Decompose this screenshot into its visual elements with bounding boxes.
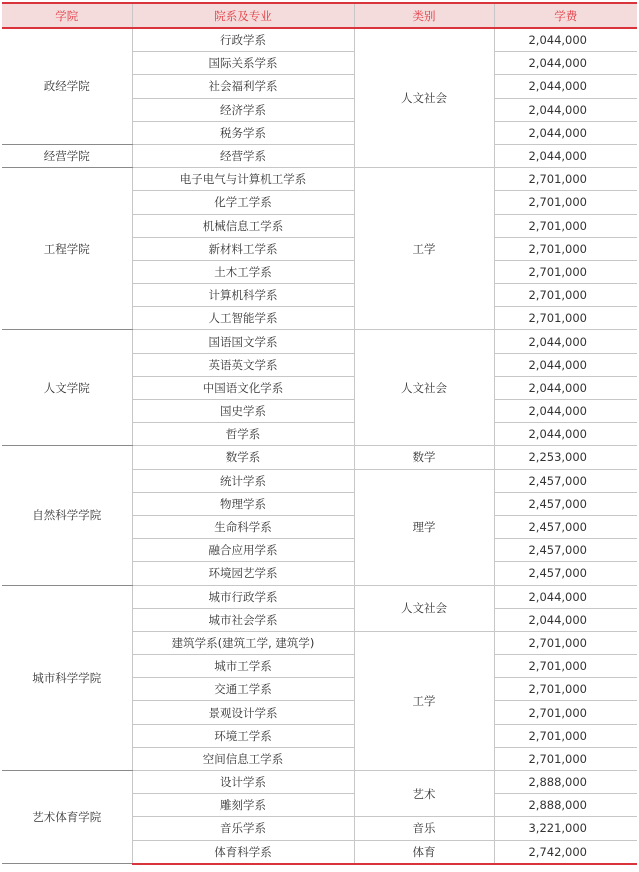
department-cell: 机械信息工学系 — [132, 214, 354, 237]
department-cell: 空间信息工学系 — [132, 747, 354, 770]
tuition-table — [2, 2, 637, 865]
tuition-cell: 2,044,000 — [494, 353, 637, 376]
department-cell: 城市社会学系 — [132, 608, 354, 631]
department-cell: 计算机科学系 — [132, 284, 354, 307]
department-cell: 行政学系 — [132, 28, 354, 52]
category-cell: 体育 — [354, 840, 494, 864]
department-cell: 国史学系 — [132, 400, 354, 423]
tuition-cell: 2,457,000 — [494, 562, 637, 585]
tuition-cell: 2,701,000 — [494, 724, 637, 747]
category-cell: 工学 — [354, 168, 494, 330]
tuition-cell: 2,701,000 — [494, 191, 637, 214]
table-body — [2, 28, 637, 864]
college-cell: 工程学院 — [2, 168, 132, 330]
tuition-cell: 2,044,000 — [494, 608, 637, 631]
department-cell: 化学工学系 — [132, 191, 354, 214]
department-cell: 雕刻学系 — [132, 794, 354, 817]
department-cell: 交通工学系 — [132, 678, 354, 701]
tuition-cell: 2,742,000 — [494, 840, 637, 864]
tuition-cell: 2,701,000 — [494, 260, 637, 283]
tuition-cell: 2,701,000 — [494, 168, 637, 191]
department-cell: 人工智能学系 — [132, 307, 354, 330]
tuition-cell: 2,457,000 — [494, 539, 637, 562]
department-cell: 城市行政学系 — [132, 585, 354, 608]
department-cell: 税务学系 — [132, 121, 354, 144]
header-tuition: 学费 — [494, 3, 637, 28]
college-cell: 人文学院 — [2, 330, 132, 446]
college-cell: 城市科学学院 — [2, 585, 132, 771]
tuition-cell: 2,701,000 — [494, 631, 637, 654]
department-cell: 环境园艺学系 — [132, 562, 354, 585]
department-cell: 经营学系 — [132, 144, 354, 167]
tuition-cell: 2,044,000 — [494, 585, 637, 608]
tuition-cell: 2,701,000 — [494, 237, 637, 260]
tuition-cell: 2,457,000 — [494, 492, 637, 515]
tuition-cell: 2,701,000 — [494, 284, 637, 307]
table-row — [2, 144, 637, 167]
tuition-cell: 2,701,000 — [494, 701, 637, 724]
tuition-cell: 2,044,000 — [494, 52, 637, 75]
department-cell: 建筑学系(建筑工学, 建筑学) — [132, 631, 354, 654]
category-cell: 艺术 — [354, 771, 494, 817]
department-cell: 融合应用学系 — [132, 539, 354, 562]
department-cell: 社会福利学系 — [132, 75, 354, 98]
college-cell: 政经学院 — [2, 28, 132, 144]
tuition-cell: 2,701,000 — [494, 678, 637, 701]
category-cell: 工学 — [354, 631, 494, 770]
category-cell: 人文社会 — [354, 585, 494, 631]
department-cell: 环境工学系 — [132, 724, 354, 747]
table-row — [2, 28, 637, 52]
category-cell: 人文社会 — [354, 28, 494, 168]
college-cell: 自然科学学院 — [2, 446, 132, 585]
department-cell: 新材料工学系 — [132, 237, 354, 260]
tuition-cell: 2,457,000 — [494, 515, 637, 538]
tuition-cell: 2,701,000 — [494, 307, 637, 330]
college-cell: 艺术体育学院 — [2, 771, 132, 864]
department-cell: 电子电气与计算机工学系 — [132, 168, 354, 191]
department-cell: 统计学系 — [132, 469, 354, 492]
header-category: 类别 — [354, 3, 494, 28]
tuition-cell: 2,044,000 — [494, 330, 637, 353]
department-cell: 数学系 — [132, 446, 354, 469]
department-cell: 中国语文化学系 — [132, 376, 354, 399]
tuition-cell: 2,044,000 — [494, 376, 637, 399]
department-cell: 景观设计学系 — [132, 701, 354, 724]
table-row — [2, 168, 637, 191]
tuition-cell: 2,457,000 — [494, 469, 637, 492]
department-cell: 国语国文学系 — [132, 330, 354, 353]
tuition-cell: 2,044,000 — [494, 423, 637, 446]
category-cell: 理学 — [354, 469, 494, 585]
department-cell: 城市工学系 — [132, 655, 354, 678]
tuition-cell: 2,253,000 — [494, 446, 637, 469]
department-cell: 国际关系学系 — [132, 52, 354, 75]
college-cell: 经营学院 — [2, 144, 132, 167]
tuition-cell: 2,701,000 — [494, 747, 637, 770]
category-cell: 数学 — [354, 446, 494, 469]
category-cell: 人文社会 — [354, 330, 494, 446]
department-cell: 哲学系 — [132, 423, 354, 446]
department-cell: 体育科学系 — [132, 840, 354, 864]
header-college: 学院 — [2, 3, 132, 28]
department-cell: 经济学系 — [132, 98, 354, 121]
department-cell: 音乐学系 — [132, 817, 354, 840]
category-cell: 音乐 — [354, 817, 494, 840]
tuition-cell: 2,888,000 — [494, 771, 637, 794]
department-cell: 土木工学系 — [132, 260, 354, 283]
tuition-cell: 2,888,000 — [494, 794, 637, 817]
tuition-cell: 2,044,000 — [494, 75, 637, 98]
department-cell: 设计学系 — [132, 771, 354, 794]
tuition-cell: 2,044,000 — [494, 121, 637, 144]
tuition-cell: 2,701,000 — [494, 214, 637, 237]
table-row — [2, 446, 637, 469]
tuition-cell: 3,221,000 — [494, 817, 637, 840]
department-cell: 物理学系 — [132, 492, 354, 515]
table-row — [2, 585, 637, 608]
header-department: 院系及专业 — [132, 3, 354, 28]
tuition-cell: 2,044,000 — [494, 400, 637, 423]
tuition-cell: 2,044,000 — [494, 28, 637, 52]
table-row — [2, 330, 637, 353]
tuition-cell: 2,044,000 — [494, 144, 637, 167]
department-cell: 英语英文学系 — [132, 353, 354, 376]
department-cell: 生命科学系 — [132, 515, 354, 538]
tuition-cell: 2,701,000 — [494, 655, 637, 678]
table-row — [2, 771, 637, 794]
table-header-row — [2, 3, 637, 28]
tuition-cell: 2,044,000 — [494, 98, 637, 121]
